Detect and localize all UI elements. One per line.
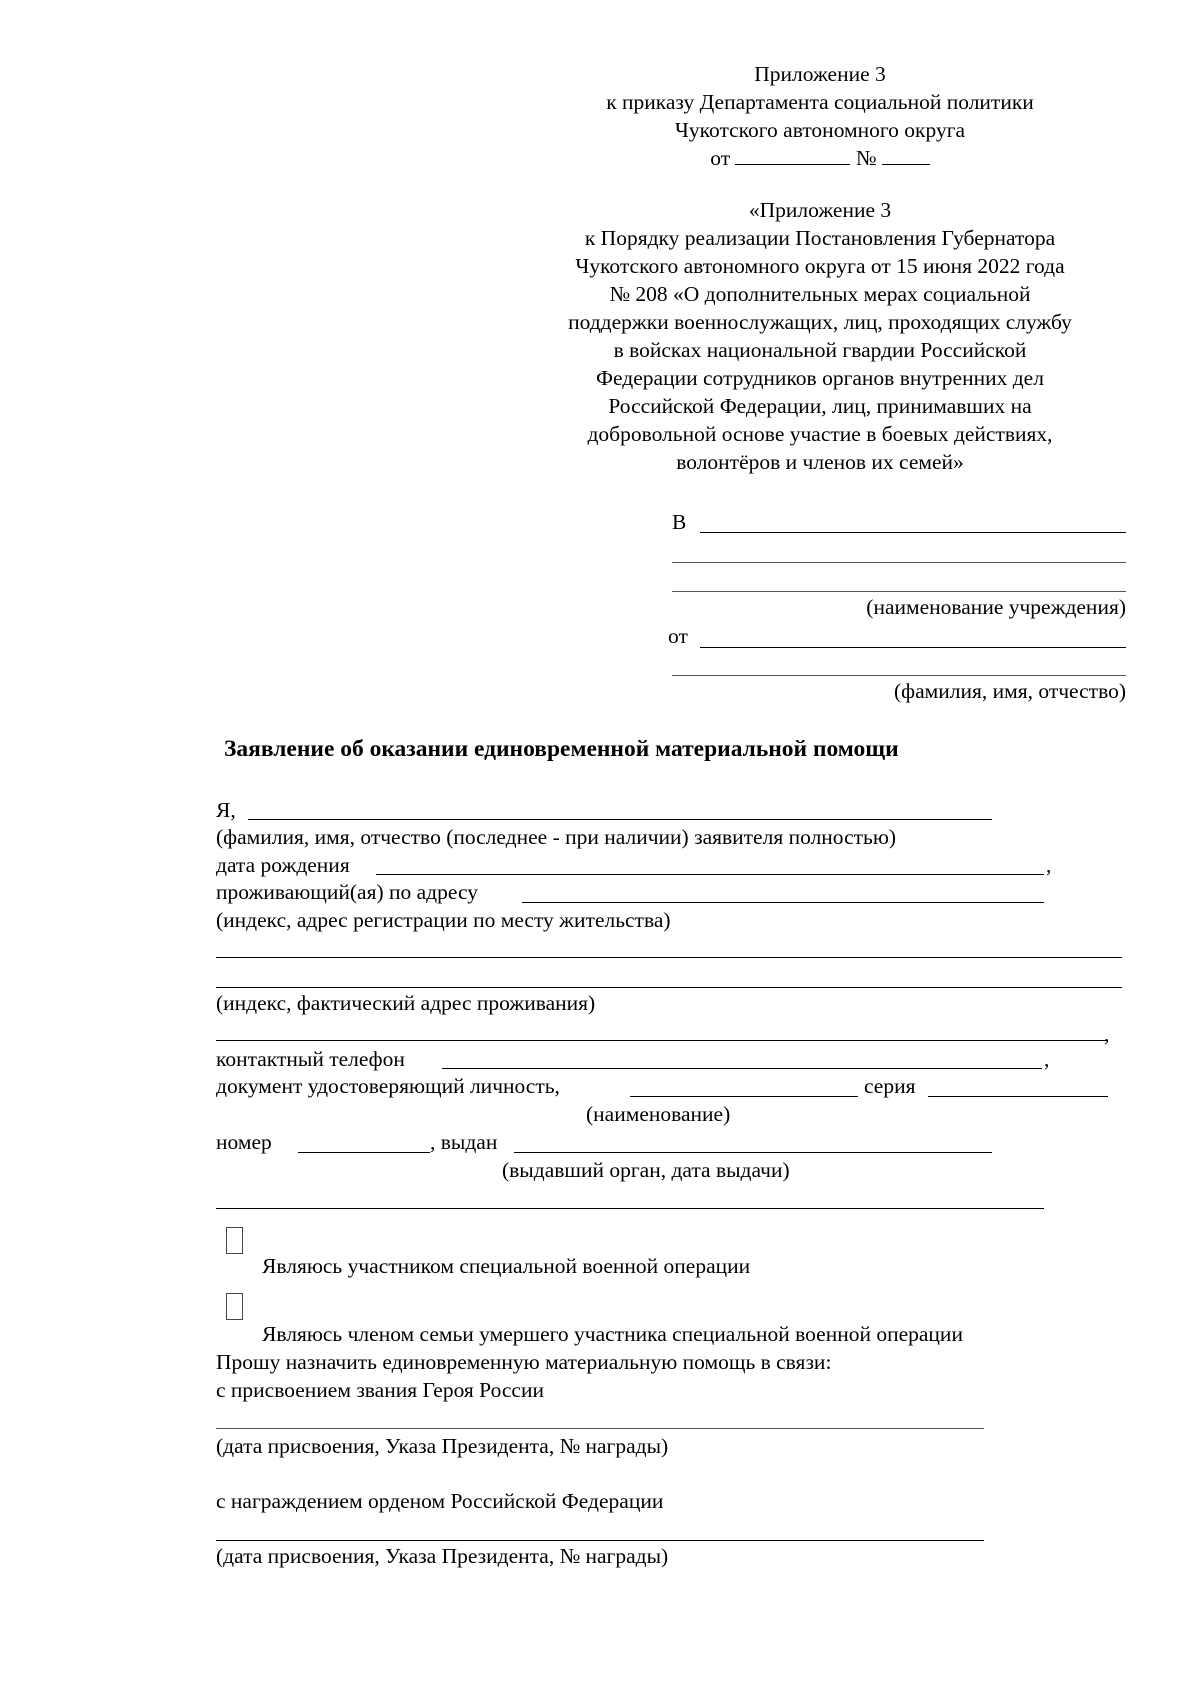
procedure-line: к Порядку реализации Постановления Губернатора [584, 226, 1056, 250]
id-document-label: документ удостоверяющий личность, [216, 1074, 560, 1098]
registration-address-field-line-1[interactable] [522, 902, 1044, 903]
issuer-field-line-2[interactable] [216, 1208, 1044, 1209]
residing-label: проживающий(ая) по адресу [216, 880, 478, 904]
applicant-fio-field-line-1[interactable] [700, 647, 1126, 648]
fio-caption: (фамилия, имя, отчество) [894, 679, 1126, 703]
order-number-label: № [855, 146, 877, 170]
procedure-line: волонтёров и членов их семей» [676, 450, 964, 474]
institution-caption: (наименование учреждения) [866, 595, 1126, 619]
procedure-line: поддержки военнослужащих, лиц, проходящих службу [568, 310, 1072, 334]
from-label: от [668, 624, 688, 648]
series-label: серия [864, 1074, 916, 1098]
procedure-line: № 208 «О дополнительных мерах социальной [609, 282, 1031, 306]
registration-address-caption: (индекс, адрес регистрации по месту жительства) [216, 908, 671, 932]
to-label: В [672, 510, 687, 534]
svo-participant-checkbox[interactable] [226, 1227, 243, 1254]
order-line: к приказу Департамента социальной политики [606, 90, 1034, 114]
actual-address-field[interactable] [216, 1040, 1108, 1041]
order-number-field[interactable] [882, 150, 930, 165]
issuer-field-line-1[interactable] [514, 1152, 992, 1153]
svo-participant-label: Являюсь участником специальной военной операции [262, 1254, 751, 1278]
order-date-field[interactable] [735, 150, 850, 165]
order-from-label: от [710, 146, 731, 170]
hero-title-label: с присвоением звания Героя России [216, 1378, 544, 1402]
order-award-label: с награждением орденом Российской Федерации [216, 1489, 664, 1513]
procedure-line: Чукотского автономного округа от 15 июня 2022 года [575, 254, 1065, 278]
institution-field-line-1[interactable] [700, 532, 1126, 533]
svo-family-member-checkbox[interactable] [226, 1293, 243, 1320]
document-number-field[interactable] [298, 1152, 430, 1153]
registration-address-field-line-3[interactable] [216, 987, 1122, 988]
issuer-caption: (выдавший орган, дата выдачи) [502, 1158, 790, 1182]
order-line: Чукотского автономного округа [674, 118, 966, 142]
phone-label: контактный телефон [216, 1047, 405, 1071]
institution-field-line-2[interactable] [672, 562, 1126, 563]
procedure-appendix-block [520, 196, 1120, 476]
order-date-number-line [520, 144, 1120, 172]
procedure-line: добровольной основе участие в боевых действиях, [587, 422, 1053, 446]
actual-address-caption: (индекс, фактический адрес проживания) [216, 991, 596, 1015]
phone-field[interactable] [442, 1068, 1042, 1069]
svo-family-member-label: Являюсь членом семьи умершего участника специальной военной операции [262, 1322, 963, 1346]
request-intro: Прошу назначить единовременную материальную помощь в связи: [216, 1350, 832, 1374]
hero-title-caption: (дата присвоения, Указа Президента, № награды) [216, 1434, 669, 1458]
series-field[interactable] [928, 1096, 1108, 1097]
document-title: Заявление об оказании единовременной материальной помощи [224, 736, 899, 762]
comma: , [1104, 1022, 1110, 1046]
applicant-fio-field-line-2[interactable] [672, 675, 1126, 676]
order-award-field[interactable] [216, 1540, 984, 1541]
procedure-line: Федерации сотрудников органов внутренних дел [596, 366, 1044, 390]
hero-title-field[interactable] [216, 1428, 984, 1429]
applicant-caption: (фамилия, имя, отчество (последнее - при наличии) заявителя полностью) [216, 825, 897, 849]
comma: , [1044, 1047, 1050, 1071]
issued-label: , выдан [430, 1130, 498, 1154]
procedure-line: «Приложение 3 [748, 198, 892, 222]
order-appendix-block [520, 60, 1120, 172]
id-document-name-caption: (наименование) [586, 1102, 731, 1126]
registration-address-field-line-2[interactable] [216, 957, 1122, 958]
comma: , [1046, 853, 1052, 877]
order-award-caption: (дата присвоения, Указа Президента, № награды) [216, 1544, 669, 1568]
number-label: номер [216, 1130, 272, 1154]
institution-field-line-3[interactable] [672, 591, 1126, 592]
birth-date-field[interactable] [376, 874, 1044, 875]
procedure-line: в войсках национальной гвардии Российской [613, 338, 1027, 362]
i-prefix: Я, [216, 798, 236, 822]
order-line: Приложение 3 [754, 62, 886, 86]
procedure-line: Российской Федерации, лиц, принимавших на [608, 394, 1032, 418]
id-document-name-field[interactable] [630, 1096, 858, 1097]
birth-date-label: дата рождения [216, 853, 350, 877]
applicant-name-field[interactable] [248, 819, 992, 820]
